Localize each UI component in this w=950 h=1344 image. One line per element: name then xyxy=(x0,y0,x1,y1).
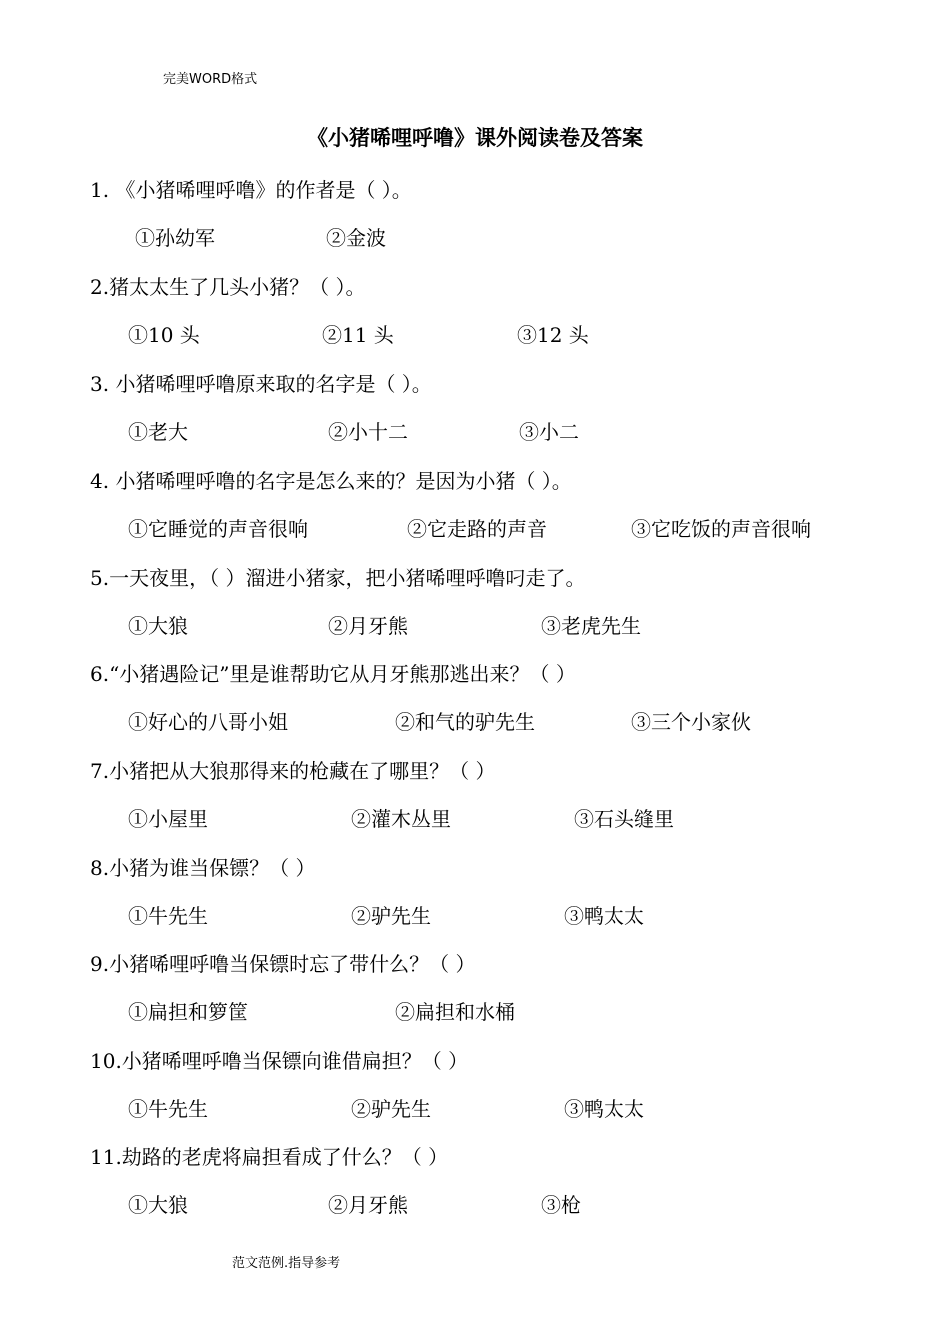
question-2-option-2: ②11 头 xyxy=(322,323,394,347)
question-10-option-1: ①牛先生 xyxy=(128,1097,208,1121)
question-3-option-3: ③小二 xyxy=(519,420,579,444)
question-9: 9.小猪唏哩呼噜当保镖时忘了带什么？（ ） xyxy=(90,952,476,976)
question-3-option-2: ②小十二 xyxy=(328,420,408,444)
question-5-option-2: ②月牙熊 xyxy=(328,614,408,638)
question-4-option-1: ①它睡觉的声音很响 xyxy=(128,517,308,541)
question-3-option-1: ①老大 xyxy=(128,420,188,444)
question-6: 6.“小猪遇险记”里是谁帮助它从月牙熊那逃出来？（ ） xyxy=(90,662,576,686)
question-7-option-3: ③石头缝里 xyxy=(574,807,674,831)
question-8: 8.小猪为谁当保镖？（ ） xyxy=(90,856,316,880)
question-2-option-1: ①10 头 xyxy=(128,323,200,347)
question-6-option-2: ②和气的驴先生 xyxy=(395,710,535,734)
question-11-option-1: ①大狼 xyxy=(128,1193,188,1217)
question-5-option-3: ③老虎先生 xyxy=(541,614,641,638)
question-4-option-3: ③它吃饭的声音很响 xyxy=(631,517,811,541)
question-5-option-1: ①大狼 xyxy=(128,614,188,638)
question-7-option-2: ②灌木丛里 xyxy=(351,807,451,831)
question-9-option-2: ②扁担和水桶 xyxy=(395,1000,515,1024)
question-6-option-1: ①好心的八哥小姐 xyxy=(128,710,288,734)
question-5: 5.一天夜里，（ ）溜进小猪家，把小猪唏哩呼噜叼走了。 xyxy=(90,566,586,590)
question-10-option-2: ②驴先生 xyxy=(351,1097,431,1121)
question-10: 10.小猪唏哩呼噜当保镖向谁借扁担？（ ） xyxy=(90,1049,469,1073)
question-8-option-1: ①牛先生 xyxy=(128,904,208,928)
question-8-option-3: ③鸭太太 xyxy=(564,904,644,928)
question-11-option-2: ②月牙熊 xyxy=(328,1193,408,1217)
page-footer: 范文范例.指导参考 xyxy=(232,1256,341,1271)
question-1: 1. 《小猪唏哩呼噜》的作者是（ ）。 xyxy=(90,178,412,202)
question-3: 3. 小猪唏哩呼噜原来取的名字是（ ）。 xyxy=(90,372,432,396)
question-7-option-1: ①小屋里 xyxy=(128,807,208,831)
question-1-option-1: ①孙幼军 xyxy=(135,226,215,250)
question-11-option-3: ③枪 xyxy=(541,1193,581,1217)
question-4: 4. 小猪唏哩呼噜的名字是怎么来的？是因为小猪（ ）。 xyxy=(90,469,572,493)
question-9-option-1: ①扁担和箩筐 xyxy=(128,1000,248,1024)
question-8-option-2: ②驴先生 xyxy=(351,904,431,928)
question-1-option-2: ②金波 xyxy=(326,226,386,250)
question-2: 2.猪太太生了几头小猪？（ ）。 xyxy=(90,275,366,299)
question-4-option-2: ②它走路的声音 xyxy=(407,517,547,541)
page-header: 完美WORD格式 xyxy=(163,72,258,87)
question-11: 11.劫路的老虎将扁担看成了什么？（ ） xyxy=(90,1145,449,1169)
question-2-option-3: ③12 头 xyxy=(517,323,589,347)
question-7: 7.小猪把从大狼那得来的枪藏在了哪里？（ ） xyxy=(90,759,496,783)
question-10-option-3: ③鸭太太 xyxy=(564,1097,644,1121)
question-6-option-3: ③三个小家伙 xyxy=(631,710,751,734)
document-title: 《小猪唏哩呼噜》课外阅读卷及答案 xyxy=(307,126,643,150)
